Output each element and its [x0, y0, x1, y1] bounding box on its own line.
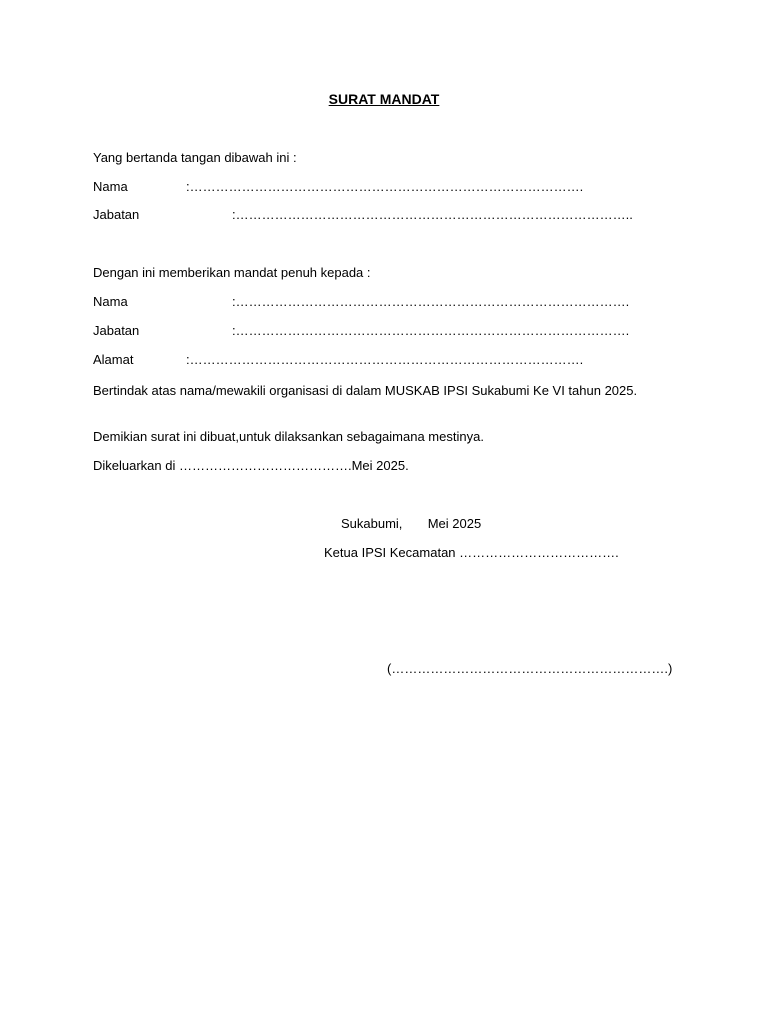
recipient-address-label: Alamat: [93, 352, 134, 367]
recipient-address-field: :……………………………………………………………………………….: [186, 352, 584, 367]
issued-text: Dikeluarkan di ………………………………….Mei 2025.: [93, 458, 409, 473]
signature-name-placeholder: (……………………………………………………….): [387, 661, 673, 676]
signer-position-label: Jabatan: [93, 207, 140, 222]
recipient-position-field: :……………………………………………………………………………….: [232, 323, 630, 338]
recipient-name-label: Nama: [93, 294, 128, 309]
document-title-text: SURAT MANDAT: [328, 91, 440, 107]
recipient-name-field: :……………………………………………………………………………….: [232, 294, 630, 309]
intro-text: Yang bertanda tangan dibawah ini :: [93, 150, 297, 165]
signature-place-date: Sukabumi, Mei 2025: [341, 516, 482, 531]
recipient-position-label: Jabatan: [93, 323, 140, 338]
document-title: [0, 90, 768, 108]
closing-text: Demikian surat ini dibuat,untuk dilaksankan sebagaimana mestinya.: [93, 429, 484, 444]
signer-name-field: :……………………………………………………………………………….: [186, 179, 584, 194]
signature-role: Ketua IPSI Kecamatan ……………………………….: [324, 545, 619, 560]
purpose-paragraph: Bertindak atas nama/mewakili organisasi di dalam MUSKAB IPSI Sukabumi Ke VI tahun 2025.: [93, 383, 638, 398]
signer-position-field: :………………………………………………………………………………..: [232, 207, 633, 222]
signer-name-label: Nama: [93, 179, 128, 194]
mandate-intro-text: Dengan ini memberikan mandat penuh kepada :: [93, 265, 371, 280]
